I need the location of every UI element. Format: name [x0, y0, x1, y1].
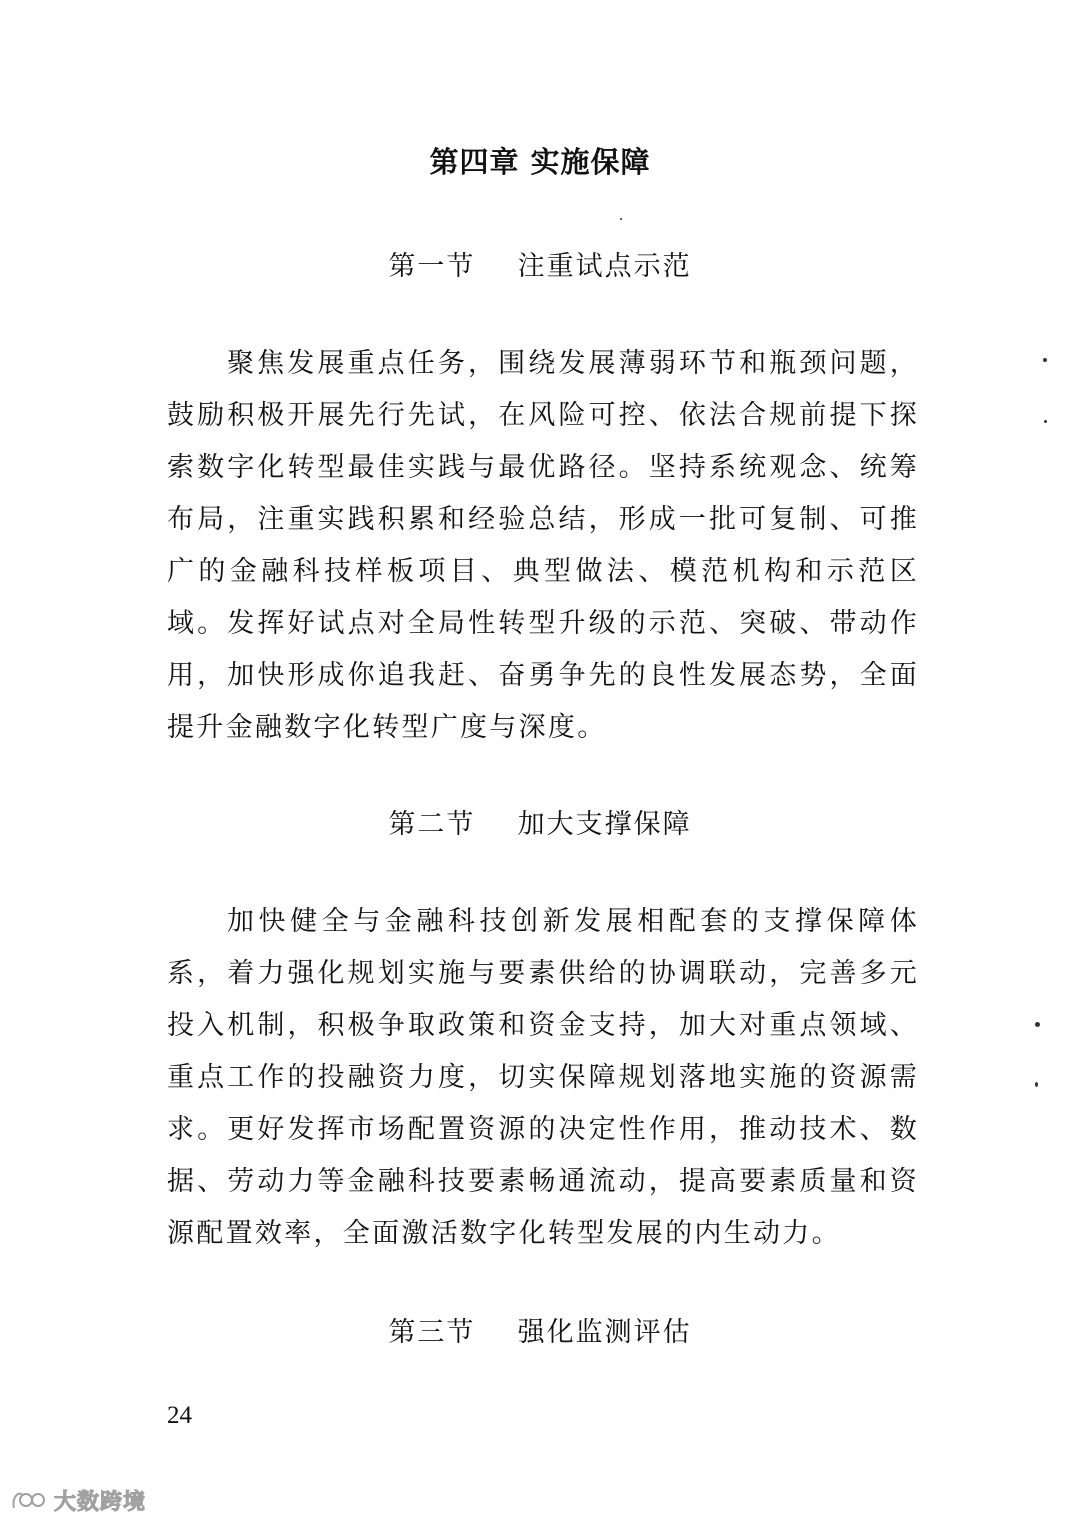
scan-speck [620, 218, 622, 220]
section-heading-2: 第二节 加大支撑保障 [388, 809, 692, 840]
watermark-text: 大数跨境 [54, 1489, 147, 1515]
scan-speck [1035, 1082, 1038, 1087]
section-paragraph-1: 聚焦发展重点任务，围绕发展薄弱环节和瓶颈问题，鼓励积极开展先行先试，在风险可控、依法合规前提下探索数字化转型最佳实践与最优路径。坚持系统观念、统筹布局，注重实践积累和经验总结，形成一批可复制、可推广的金融科技样板项目、典型做法、模范机构和示范区域。发挥好试点对全局性转型升级的示范、突破、带动作用，加快形成你追我赶、奋勇争先的良性发展态势，全面提升金融数字化转型广度与深度。 [167, 348, 919, 743]
section-heading-1: 第一节 注重试点示范 [388, 251, 692, 282]
chapter-title: 第四章 实施保障 [429, 145, 651, 179]
scan-speck [1035, 1022, 1040, 1027]
page-number: 24 [167, 1402, 192, 1429]
section-heading-3: 第三节 强化监测评估 [388, 1317, 692, 1348]
watermark [10, 1486, 146, 1514]
watermark-logo-icon [10, 1488, 50, 1512]
scan-speck [1044, 420, 1047, 423]
section-paragraph-2: 加快健全与金融科技创新发展相配套的支撑保障体系，着力强化规划实施与要素供给的协调联动，完善多元投入机制，积极争取政策和资金支持，加大对重点领域、重点工作的投融资力度，切实保障规划落地实施的资源需求。更好发挥市场配置资源的决定性作用，推动技术、数据、劳动力等金融科技要素畅通流动，提高要素质量和资源配置效率，全面激活数字化转型发展的内生动力。 [167, 906, 919, 1249]
scan-speck [1043, 358, 1047, 362]
